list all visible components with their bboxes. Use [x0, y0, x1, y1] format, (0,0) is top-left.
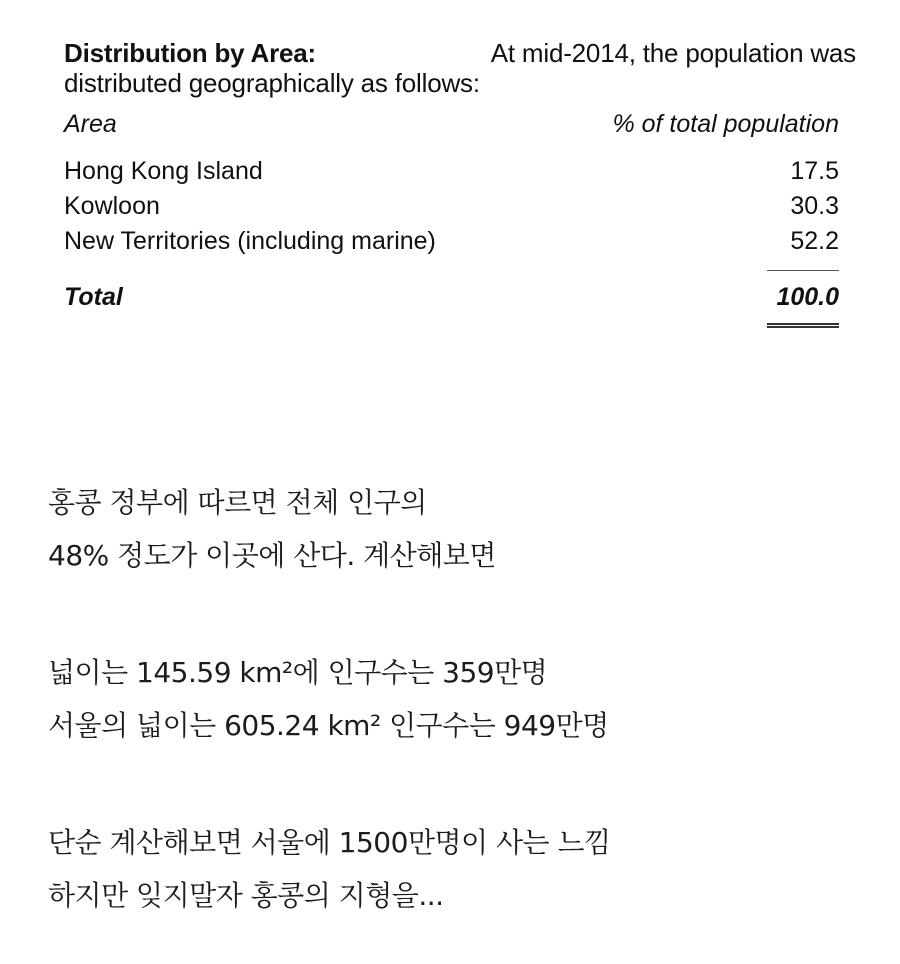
- post-line: 48% 정도가 이곳에 산다. 계산해보면: [48, 539, 496, 572]
- table-row: [64, 157, 839, 186]
- column-header-area: Area: [64, 110, 117, 138]
- row-area: New Territories (including marine): [64, 227, 436, 255]
- table-header: [64, 110, 839, 139]
- post-line: 홍콩 정부에 따르면 전체 인구의: [48, 486, 427, 519]
- table-row: [64, 227, 839, 256]
- intro-text: [64, 38, 864, 98]
- intro-heading: Distribution by Area:: [64, 38, 316, 68]
- column-header-percent: % of total population: [612, 110, 839, 138]
- table-row: [64, 192, 839, 221]
- total-value: 100.0: [776, 283, 839, 311]
- total-double-rule: [767, 323, 839, 328]
- row-percent: 17.5: [790, 157, 839, 185]
- row-area: Kowloon: [64, 192, 160, 220]
- paragraph-gap: [48, 582, 878, 646]
- row-percent: 52.2: [790, 227, 839, 255]
- row-area: Hong Kong Island: [64, 157, 263, 185]
- total-label: Total: [64, 283, 123, 311]
- paragraph-gap: [48, 752, 878, 816]
- intro-line-1-rest: At mid-2014, the population was: [490, 38, 856, 68]
- row-percent: 30.3: [790, 192, 839, 220]
- intro-line-1: [64, 38, 856, 68]
- document-excerpt: [0, 0, 900, 360]
- post-line: 단순 계산해보면 서울에 1500만명이 사는 느낌: [48, 826, 611, 859]
- post-body: [48, 476, 878, 922]
- intro-line-2: distributed geographically as follows:: [64, 68, 480, 98]
- post-line: 하지만 잊지말자 홍콩의 지형을...: [48, 879, 444, 912]
- table-total-row: [64, 283, 839, 312]
- post-line: 넓이는 145.59 km²에 인구수는 359만명: [48, 656, 548, 689]
- subtotal-rule: [767, 270, 839, 271]
- post-line: 서울의 넓이는 605.24 km² 인구수는 949만명: [48, 709, 609, 742]
